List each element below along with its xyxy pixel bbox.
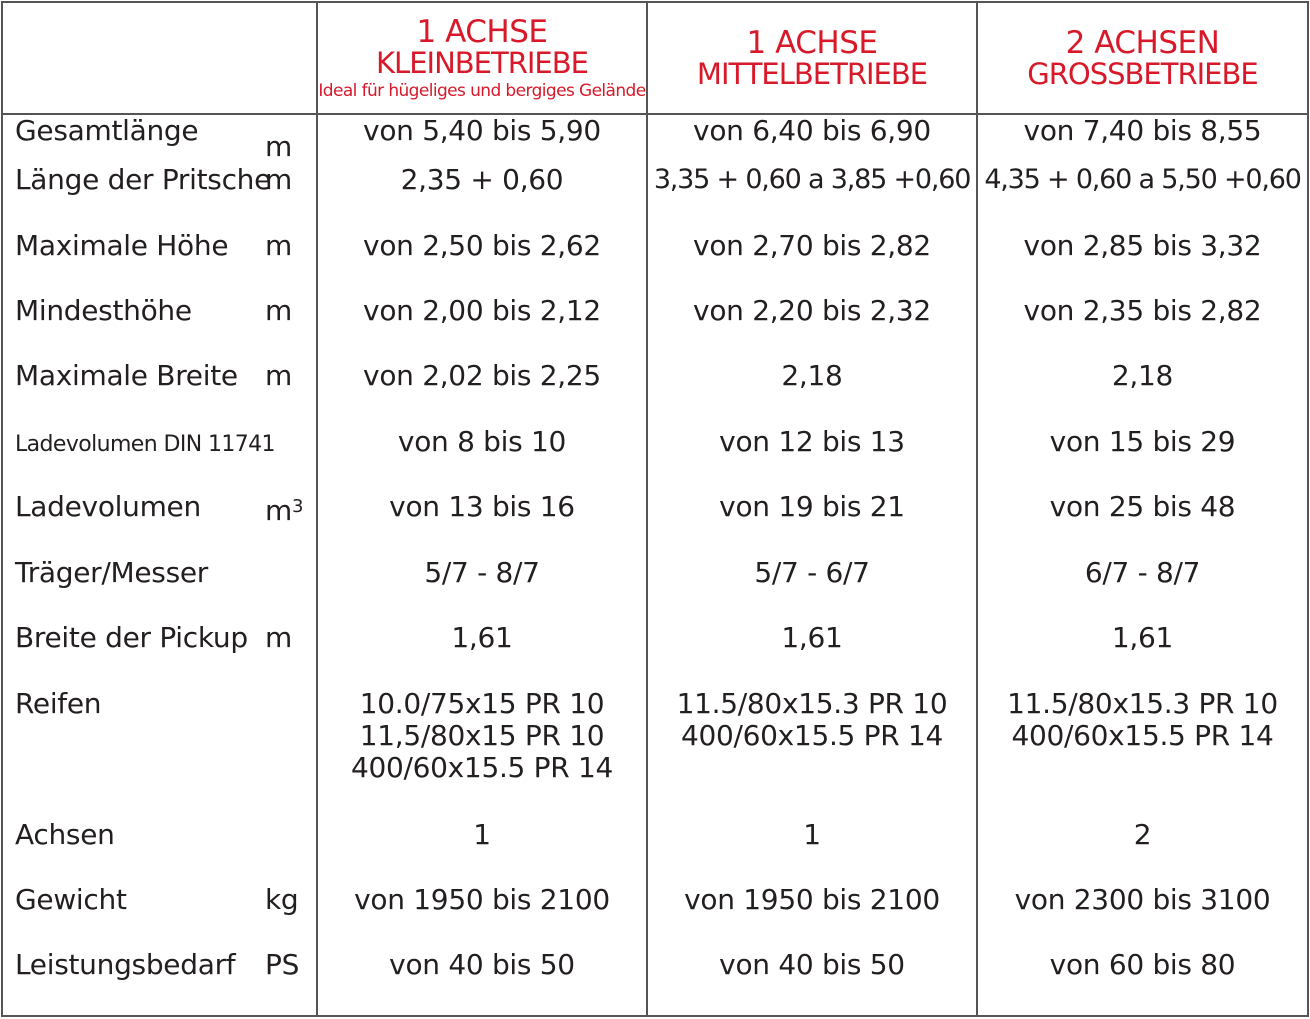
value-cell [647,426,977,491]
table-row [2,622,1308,687]
cell-value: 2,18 [1111,359,1174,393]
cell-value: 2 [1133,817,1152,851]
value-cell [977,360,1308,425]
value-cell [317,622,647,687]
value-cell [317,360,647,425]
row-label: Ladevolumen DIN 11741 [15,431,275,457]
row-label-cell [2,426,317,491]
row-label-cell [2,557,317,622]
row-label-cell [2,688,317,819]
row-label: Ladevolumen [15,490,201,524]
cell-value: von 40 bis 50 [389,948,575,982]
value-cell [977,491,1308,556]
column-subtitle: KLEINBETRIEBE [376,46,588,81]
cell-value: von 1950 bis 2100 [354,882,610,916]
cell-value: 1,61 [451,621,513,655]
header-column-1 [317,2,647,114]
cell-value: 2,18 [781,359,843,393]
row-label-cell [2,114,317,164]
header-empty-cell [2,2,317,114]
row-unit: m [265,621,292,655]
row-label: Leistungsbedarf [15,948,236,982]
row-unit [265,491,303,527]
value-cell [317,295,647,360]
cell-value: von 13 bis 16 [389,490,575,524]
value-cell [647,491,977,556]
value-cell [647,164,977,229]
row-label: Breite der Pickup [15,621,248,655]
cell-value: 4,35 + 0,60 a 5,50 +0,60 [984,164,1301,196]
cell-value: von 2,70 bis 2,82 [693,228,931,262]
value-cell [317,114,647,164]
row-unit: PS [265,948,300,982]
cell-value-line: 11.5/80x15.3 PR 10 [676,686,948,720]
row-label: Achsen [15,817,115,851]
value-cell [317,491,647,556]
cell-value: von 2,85 bis 3,32 [1023,228,1262,262]
unit-superscript: 3 [291,496,304,518]
cell-value: von 2,02 bis 2,25 [363,359,601,393]
value-cell [977,884,1308,949]
value-cell [977,819,1308,884]
row-label: Träger/Messer [15,555,209,589]
header-column-3 [977,2,1308,114]
value-cell [977,949,1308,1016]
row-label: Maximale Breite [15,359,238,393]
value-cell [977,295,1308,360]
cell-value: von 7,40 bis 8,55 [1023,114,1262,147]
column-subtitle: GROSSBETRIEBE [1027,57,1258,92]
row-label-cell [2,884,317,949]
value-cell [647,114,977,164]
table-row [2,884,1308,949]
row-unit: kg [265,882,299,916]
value-cell [647,557,977,622]
row-label: Länge der Pritsche [15,163,272,197]
value-cell [317,884,647,949]
value-cell [317,819,647,884]
table-row [2,230,1308,295]
value-cell [317,557,647,622]
header-row [2,2,1308,114]
value-cell [647,295,977,360]
cell-value: von 19 bis 21 [719,490,905,524]
row-label-cell [2,819,317,884]
cell-value: 3,35 + 0,60 a 3,85 +0,60 [653,164,971,196]
value-cell [647,360,977,425]
column-note: Ideal für hügeliges und bergiges Gelände [318,80,646,101]
header-column-2 [647,2,977,114]
cell-value: von 60 bis 80 [1049,948,1236,982]
cell-value-line: 400/60x15.5 PR 14 [680,718,944,752]
value-cell [977,114,1308,164]
value-cell [317,164,647,229]
cell-value: von 5,40 bis 5,90 [363,114,601,147]
table-row [2,949,1308,1016]
table-row [2,114,1308,164]
value-cell [977,688,1308,819]
cell-value: 6/7 - 8/7 [1084,555,1201,589]
row-unit: m [265,293,292,327]
value-cell [317,949,647,1016]
row-label-cell [2,360,317,425]
cell-value-line: 11.5/80x15.3 PR 10 [1007,686,1278,720]
cell-value: 2,35 + 0,60 [400,163,564,197]
cell-value: von 6,40 bis 6,90 [693,114,931,147]
row-label: Gewicht [15,882,127,916]
column-subtitle: MITTELBETRIEBE [696,57,928,92]
table-row [2,426,1308,491]
cell-value-line: 400/60x15.5 PR 14 [350,750,614,784]
value-cell [317,688,647,819]
table-row [2,164,1308,229]
value-cell [317,426,647,491]
value-cell [977,557,1308,622]
value-cell [647,622,977,687]
column-title: 1 ACHSE [416,13,548,50]
row-label-cell [2,295,317,360]
value-cell [647,819,977,884]
row-label-cell [2,491,317,556]
row-label: Reifen [15,686,102,720]
cell-value-line: 10.0/75x15 PR 10 [359,686,605,720]
value-cell [647,884,977,949]
row-label-cell [2,230,317,295]
value-cell [647,949,977,1016]
table-row [2,360,1308,425]
row-label-cell [2,949,317,1016]
cell-value: 1 [473,817,491,851]
value-cell [647,688,977,819]
cell-value: von 2300 bis 3100 [1014,882,1271,916]
row-label: Maximale Höhe [15,228,229,262]
column-title: 1 ACHSE [746,24,878,61]
cell-value: von 12 bis 13 [719,424,905,458]
value-cell [647,230,977,295]
cell-value: 1,61 [781,621,843,655]
value-cell [977,230,1308,295]
table-row [2,557,1308,622]
cell-value: von 8 bis 10 [397,424,567,458]
unit-base: m [265,494,292,528]
value-cell [977,426,1308,491]
cell-value-line: 400/60x15.5 PR 14 [1011,718,1274,752]
row-unit: m [265,359,292,393]
cell-value: von 2,35 bis 2,82 [1023,293,1262,327]
row-unit: m [265,130,292,163]
value-cell [977,164,1308,229]
row-label: Mindesthöhe [15,293,192,327]
cell-value: 1 [803,817,821,851]
cell-value-line: 11,5/80x15 PR 10 [359,718,605,752]
row-label-cell [2,164,317,229]
cell-value: von 40 bis 50 [719,948,905,982]
specification-table [1,1,1309,1017]
row-label-cell [2,622,317,687]
row-unit: m [265,163,292,197]
value-cell [977,622,1308,687]
cell-value: von 25 bis 48 [1049,490,1236,524]
cell-value: von 1950 bis 2100 [684,882,940,916]
cell-value: von 2,00 bis 2,12 [363,293,601,327]
cell-value: 5/7 - 6/7 [754,555,870,589]
cell-value: 1,61 [1111,621,1174,655]
table-row [2,688,1308,819]
value-cell [317,230,647,295]
row-unit: m [265,228,292,262]
table-row [2,819,1308,884]
cell-value: von 2,50 bis 2,62 [363,228,601,262]
table-row [2,491,1308,556]
cell-value: 5/7 - 8/7 [424,555,540,589]
row-label: Gesamtlänge [15,114,199,147]
table-row [2,295,1308,360]
cell-value: von 15 bis 29 [1049,424,1236,458]
column-title: 2 ACHSEN [1065,24,1220,61]
cell-value: von 2,20 bis 2,32 [693,293,931,327]
